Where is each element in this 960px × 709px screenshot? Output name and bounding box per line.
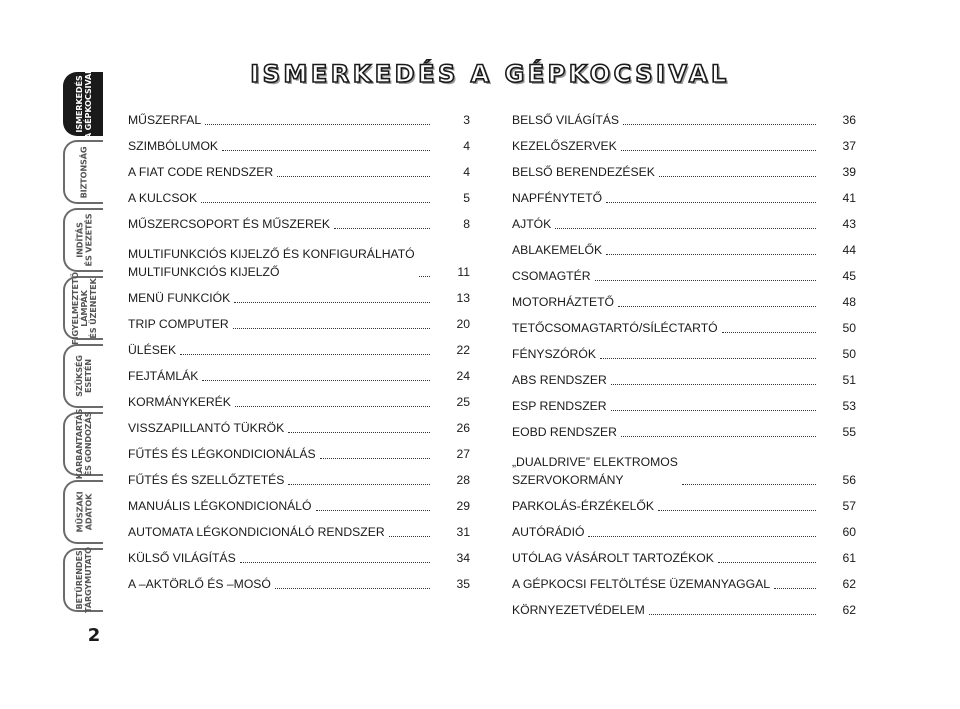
toc-entry-title-wrap xyxy=(128,341,434,365)
toc-entry-page: 22 xyxy=(456,343,470,357)
toc-entry-title-wrap xyxy=(512,163,820,187)
toc-entry-title: CSOMAGTÉR xyxy=(512,269,591,283)
toc-entry-title-wrap xyxy=(512,215,820,239)
chapter-tab-label: ISMERKEDÉS A GÉPKOCSIVAL xyxy=(74,68,93,140)
toc-entry[interactable] xyxy=(512,291,856,317)
toc-entry-page: 43 xyxy=(842,217,856,231)
toc-dot-leader xyxy=(621,436,816,437)
toc-entry-title-wrap xyxy=(128,189,434,213)
toc-entry[interactable] xyxy=(512,573,856,599)
toc-entry-title-wrap xyxy=(128,523,434,547)
toc-entry-page: 27 xyxy=(456,447,470,461)
toc-dot-leader xyxy=(277,176,430,177)
toc-entry-page: 25 xyxy=(456,395,470,409)
toc-entry[interactable] xyxy=(512,547,856,573)
toc-entry-page: 60 xyxy=(842,525,856,539)
toc-entry[interactable] xyxy=(512,495,856,521)
toc-entry-title-wrap xyxy=(512,345,820,369)
toc-dot-leader xyxy=(288,484,430,485)
chapter-tab[interactable] xyxy=(63,480,103,544)
toc-entry-title: MŰSZERFAL xyxy=(128,113,202,127)
toc-entry[interactable] xyxy=(512,421,856,447)
toc-entry[interactable] xyxy=(128,521,470,547)
toc-entry[interactable] xyxy=(128,417,470,443)
toc-entry-title: EOBD RENDSZER xyxy=(512,425,617,439)
toc-entry-title: TRIP COMPUTER xyxy=(128,317,229,331)
toc-entry-title-wrap xyxy=(512,189,820,213)
toc-dot-leader xyxy=(718,562,816,563)
toc-entry-page: 61 xyxy=(842,551,856,565)
toc-entry-page: 53 xyxy=(842,399,856,413)
toc-entry[interactable] xyxy=(512,395,856,421)
toc-entry-page: 35 xyxy=(456,577,470,591)
toc-entry-title: BELSŐ VILÁGÍTÁS xyxy=(512,113,620,127)
toc-entry-title-wrap xyxy=(128,137,434,161)
toc-entry-page: 8 xyxy=(463,217,470,231)
toc-entry-title-wrap xyxy=(512,267,820,291)
toc-entry[interactable] xyxy=(512,369,856,395)
toc-entry-title: VISSZAPILLANTÓ TÜKRÖK xyxy=(128,421,285,435)
toc-dot-leader xyxy=(316,510,430,511)
toc-entry-title: KORMÁNYKERÉK xyxy=(128,395,231,409)
toc-entry[interactable] xyxy=(512,161,856,187)
toc-entry-title-wrap xyxy=(512,497,820,521)
toc-entry-title-wrap xyxy=(512,575,820,599)
toc-dot-leader xyxy=(235,406,430,407)
toc-dot-leader xyxy=(682,484,816,485)
toc-entry-title-wrap xyxy=(512,319,820,343)
toc-entry[interactable] xyxy=(128,161,470,187)
toc-entry-page: 45 xyxy=(842,269,856,283)
toc-entry-page: 50 xyxy=(842,347,856,361)
toc-entry-page: 28 xyxy=(456,473,470,487)
toc-entry-page: 57 xyxy=(842,499,856,513)
toc-entry[interactable] xyxy=(128,495,470,521)
chapter-tab-label: BIZTONSÁG xyxy=(78,146,89,198)
toc-entry-title: MULTIFUNKCIÓS KIJELZŐ ÉS KONFIGURÁLHATÓ MULTIFUNKCIÓS KIJELZŐ xyxy=(128,247,415,279)
toc-entry[interactable] xyxy=(128,365,470,391)
toc-entry[interactable] xyxy=(128,187,470,213)
toc-dot-leader xyxy=(234,302,430,303)
chapter-tab-label: MŰSZAKI ADATOK xyxy=(74,491,93,533)
toc-entry-title: NAPFÉNYTETŐ xyxy=(512,191,603,205)
toc-dot-leader xyxy=(233,328,430,329)
toc-dot-leader xyxy=(275,588,430,589)
toc-entry-page: 37 xyxy=(842,139,856,153)
chapter-tab[interactable] xyxy=(63,208,103,272)
chapter-tab-label: BETŰRENDES TÁRGYMUTATÓ xyxy=(74,547,94,613)
toc-entry-title: A FIAT CODE RENDSZER xyxy=(128,165,274,179)
chapter-tab-label: FIGYELMEZTETŐ LÁMPÁK ÉS ÜZENETEK xyxy=(69,271,98,345)
toc-dot-leader xyxy=(722,332,816,333)
toc-entry-title-wrap xyxy=(512,371,820,395)
toc-entry[interactable] xyxy=(128,239,470,287)
toc-entry-page: 3 xyxy=(463,113,470,127)
toc-dot-leader xyxy=(555,228,816,229)
toc-entry-title: FÉNYSZÓRÓK xyxy=(512,347,596,361)
toc-dot-leader xyxy=(202,380,430,381)
toc-entry[interactable] xyxy=(512,343,856,369)
toc-dot-leader xyxy=(205,124,430,125)
chapter-tab[interactable] xyxy=(63,548,103,612)
toc-entry[interactable] xyxy=(512,599,856,625)
toc-entry-title-wrap xyxy=(512,137,820,161)
toc-dot-leader xyxy=(611,384,816,385)
toc-entry-title: FEJTÁMLÁK xyxy=(128,369,199,383)
toc-entry-title-wrap xyxy=(512,397,820,421)
toc-dot-leader xyxy=(222,150,430,151)
chapter-tab[interactable] xyxy=(63,140,103,204)
toc-dot-leader xyxy=(240,562,430,563)
toc-entry[interactable] xyxy=(512,447,856,495)
toc-entry-page: 31 xyxy=(456,525,470,539)
toc-entry-page: 4 xyxy=(463,165,470,179)
toc-entry-title: SZIMBÓLUMOK xyxy=(128,139,219,153)
toc-entry-title-wrap xyxy=(512,523,820,547)
toc-dot-leader xyxy=(621,150,816,151)
toc-column-left xyxy=(128,109,470,599)
toc-entry[interactable] xyxy=(128,443,470,469)
toc-entry-page: 20 xyxy=(456,317,470,331)
toc-entry[interactable] xyxy=(128,547,470,573)
toc-dot-leader xyxy=(595,280,816,281)
toc-entry[interactable] xyxy=(128,391,470,417)
toc-dot-leader xyxy=(201,202,430,203)
toc-entry-page: 26 xyxy=(456,421,470,435)
toc-dot-leader xyxy=(649,614,816,615)
toc-entry-page: 50 xyxy=(842,321,856,335)
toc-entry-page: 62 xyxy=(842,577,856,591)
toc-entry[interactable] xyxy=(512,265,856,291)
toc-entry-title-wrap xyxy=(128,215,434,239)
toc-entry-title-wrap xyxy=(128,549,434,573)
toc-dot-leader xyxy=(618,306,816,307)
toc-entry-title: FŰTÉS ÉS LÉGKONDICIONÁLÁS xyxy=(128,447,316,461)
toc-entry[interactable] xyxy=(512,213,856,239)
toc-entry-title: FŰTÉS ÉS SZELLŐZTETÉS xyxy=(128,473,285,487)
toc-entry-title: TETŐCSOMAGTARTÓ/SÍLÉCTARTÓ xyxy=(512,321,718,335)
chapter-tab[interactable] xyxy=(63,408,103,480)
toc-entry-page: 4 xyxy=(463,139,470,153)
toc-dot-leader xyxy=(288,432,430,433)
toc-entry-title: „DUALDRIVE” ELEKTROMOS SZERVOKORMÁNY xyxy=(512,455,678,487)
toc-entry-title-wrap xyxy=(128,111,434,135)
toc-entry-page: 44 xyxy=(842,243,856,257)
toc-entry[interactable] xyxy=(128,573,470,599)
toc-entry-page: 39 xyxy=(842,165,856,179)
toc-dot-leader xyxy=(658,510,816,511)
toc-entry[interactable] xyxy=(512,239,856,265)
toc-dot-leader xyxy=(659,176,816,177)
toc-entry-title-wrap xyxy=(512,293,820,317)
chapter-tab-label: KARBANTARTÁS ÉS GONDOZÁS xyxy=(74,408,94,480)
toc-entry[interactable] xyxy=(128,313,470,339)
toc-entry-page: 29 xyxy=(456,499,470,513)
toc-dot-leader xyxy=(180,354,430,355)
toc-entry-title: ÜLÉSEK xyxy=(128,343,177,357)
toc-entry-title: MANUÁLIS LÉGKONDICIONÁLÓ xyxy=(128,499,312,513)
toc-dot-leader xyxy=(606,202,816,203)
toc-dot-leader xyxy=(419,276,430,277)
toc-entry[interactable] xyxy=(128,469,470,495)
toc-entry-title-wrap xyxy=(512,601,820,625)
toc-entry[interactable] xyxy=(512,135,856,161)
toc-entry-title-wrap xyxy=(512,241,820,265)
toc-entry-page: 11 xyxy=(457,265,470,279)
toc-entry-title: UTÓLAG VÁSÁROLT TARTOZÉKOK xyxy=(512,551,714,565)
toc-entry-title-wrap xyxy=(512,423,820,447)
chapter-tab[interactable] xyxy=(63,68,103,140)
toc-entry-page: 13 xyxy=(456,291,470,305)
toc-entry-page: 55 xyxy=(842,425,856,439)
chapter-tab[interactable] xyxy=(63,271,103,345)
toc-entry-title-wrap xyxy=(128,163,434,187)
toc-entry-title-wrap xyxy=(128,245,434,287)
toc-entry-page: 48 xyxy=(842,295,856,309)
toc-column-right xyxy=(512,109,856,625)
toc-entry-title: ABS RENDSZER xyxy=(512,373,607,387)
toc-entry-title: BELSŐ BERENDEZÉSEK xyxy=(512,165,655,179)
toc-dot-leader xyxy=(320,458,430,459)
toc-entry-title: AUTOMATA LÉGKONDICIONÁLÓ RENDSZER xyxy=(128,525,385,539)
toc-dot-leader xyxy=(611,410,816,411)
toc-entry[interactable] xyxy=(512,109,856,135)
toc-dot-leader xyxy=(774,588,816,589)
toc-entry-title: A GÉPKOCSI FELTÖLTÉSE ÜZEMANYAGGAL xyxy=(512,577,771,591)
toc-entry-title-wrap xyxy=(512,111,820,135)
toc-entry-page: 5 xyxy=(463,191,470,205)
toc-entry-title: ABLAKEMELŐK xyxy=(512,243,603,257)
toc-entry-page: 24 xyxy=(456,369,470,383)
toc-entry-title-wrap xyxy=(128,367,434,391)
toc-entry-page: 34 xyxy=(456,551,470,565)
toc-entry-title: MENÜ FUNKCIÓK xyxy=(128,291,231,305)
toc-dot-leader xyxy=(334,228,430,229)
toc-entry-title: MŰSZERCSOPORT ÉS MŰSZEREK xyxy=(128,217,331,231)
toc-entry-title: KÖRNYEZETVÉDELEM xyxy=(512,603,645,617)
toc-entry[interactable] xyxy=(128,339,470,365)
toc-dot-leader xyxy=(600,358,816,359)
toc-entry-title-wrap xyxy=(128,575,434,599)
toc-entry-title-wrap xyxy=(128,393,434,417)
toc-dot-leader xyxy=(389,536,430,537)
page-number: 2 xyxy=(87,625,101,646)
toc-entry-title: AJTÓK xyxy=(512,217,552,231)
toc-entry-title: KÜLSŐ VILÁGÍTÁS xyxy=(128,551,236,565)
page-title: ISMERKEDÉS A GÉPKOCSIVAL xyxy=(250,60,730,88)
toc-dot-leader xyxy=(606,254,816,255)
toc-entry-title: PARKOLÁS-ÉRZÉKELŐK xyxy=(512,499,655,513)
toc-entry-page: 41 xyxy=(842,191,856,205)
toc-entry-title: ESP RENDSZER xyxy=(512,399,607,413)
chapter-tab-label: INDÍTÁS ÉS VEZETÉS xyxy=(74,213,93,267)
toc-entry[interactable] xyxy=(128,287,470,313)
toc-entry-title-wrap xyxy=(128,315,434,339)
toc-entry-title: A KULCSOK xyxy=(128,191,198,205)
toc-dot-leader xyxy=(588,536,816,537)
toc-entry-page: 36 xyxy=(842,113,856,127)
toc-entry-title: MOTORHÁZTETŐ xyxy=(512,295,615,309)
toc-entry[interactable] xyxy=(512,521,856,547)
toc-entry-title-wrap xyxy=(512,549,820,573)
toc-entry[interactable] xyxy=(128,109,470,135)
toc-entry-title-wrap xyxy=(128,419,434,443)
toc-entry-title-wrap xyxy=(128,445,434,469)
chapter-tab[interactable] xyxy=(63,344,103,408)
toc-entry-page: 56 xyxy=(842,473,856,487)
toc-entry-page: 51 xyxy=(842,373,856,387)
toc-dot-leader xyxy=(623,124,816,125)
toc-entry-title-wrap xyxy=(128,497,434,521)
toc-entry[interactable] xyxy=(128,135,470,161)
toc-entry[interactable] xyxy=(128,213,470,239)
chapter-tab-label: SZÜKSÉG ESETÉN xyxy=(74,355,94,397)
toc-entry-title: KEZELŐSZERVEK xyxy=(512,139,617,153)
toc-entry-page: 62 xyxy=(842,603,856,617)
toc-entry-title: A –AKTÖRLŐ ÉS –MOSÓ xyxy=(128,577,271,591)
toc-entry-title-wrap xyxy=(128,289,434,313)
toc-entry-title-wrap xyxy=(128,471,434,495)
toc-entry[interactable] xyxy=(512,187,856,213)
toc-entry-title: AUTÓRÁDIÓ xyxy=(512,525,585,539)
toc-entry-title-wrap xyxy=(512,453,820,495)
toc-entry[interactable] xyxy=(512,317,856,343)
